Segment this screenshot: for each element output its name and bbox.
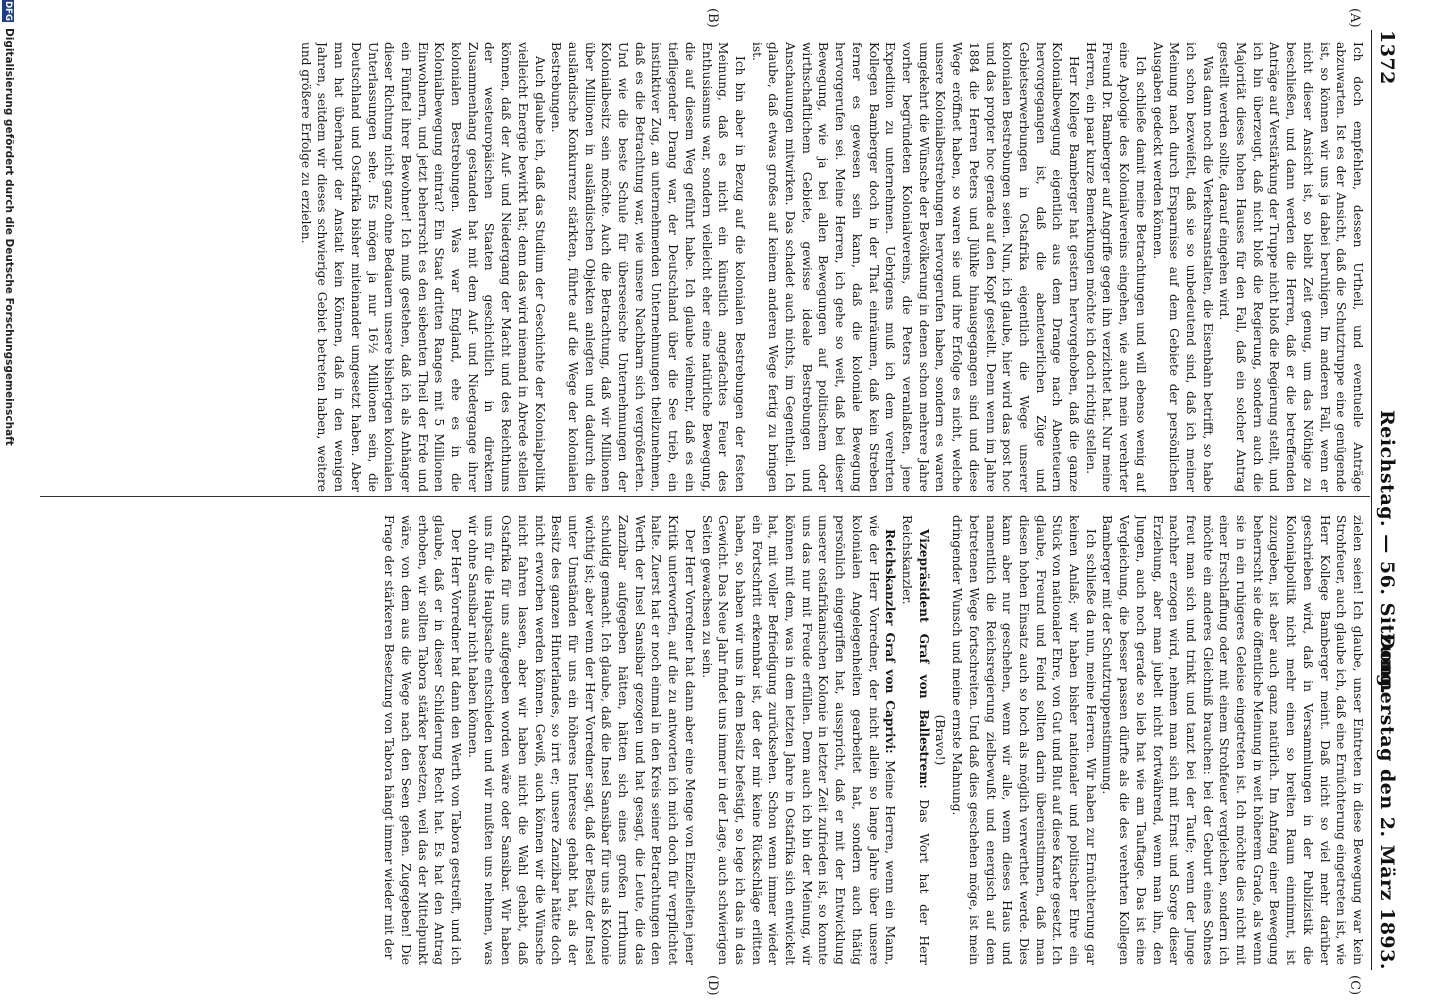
right-text-column xyxy=(46,515,1366,965)
paragraph: Was dann noch die Verkehrsanstalten, die Eisenbahn betrifft, so habe ich schon bezweifelt, daß sie so unbedeutend sind, daß ich meiner Meinung nach durch Ersparnisse auf dem Gebiete der persönlichen Ausgaben gedeckt werden können. xyxy=(1150,42,1215,492)
left-text-column xyxy=(46,42,1366,492)
dfg-logo: DFG xyxy=(3,1,13,21)
applause-note: (Bravo!) xyxy=(933,714,948,766)
paragraph: Herr Kollege Bamberger hat gestern hervorgehoben, daß die ganze Kolonialbewegung eigentlich aus dem Drange nach Abenteuern hervorgegangen ist, daß die abenteuerlichen Züge und Gebietserwerbungen in Ostafrika eigentlich die Wege unserer kolonialen Bestrebungen seien. Nun, ich glaube, hier wird das post hoc und das propter hoc gerade auf den Kopf gestellt. Denn wenn im Jahre 1884 die Herren Peters und Jühlke hinausgegangen sind und diese Wege eröffnet haben, so waren sie und ihre Erfolge es nicht, welche unsere Kolonialbestrebungen hervorgerufen haben, sondern es waren umgekehrt die Wünsche der Bevölkerung in denen schon mehrere Jahre vorher begründeten Kolonialvereins, die Peters veranlaßten, jene Expedition zu unternehmen. Uebrigens muß ich dem verehrten Kollegen Bamberger doch in der That einräumen, daß kein Streben ferner es gewesen sein kann, daß die koloniale Bewegung hervorgerufen sei. Meine Herren, ich gehe so weit, daß bei dieser Bewegung, wie ja bei allen Bewegungen auf politischem oder wirthschaftlichem Gebiete, gewisse ideale Bestrebungen und Anschauungen mitwirken. Das schadet auch nichts, im Gegentheil. Ich glaube, daß etwas großes auf keinem anderen Wege fertig zu bringen ist. xyxy=(749,42,1082,492)
speaker-name: Reichskanzler Graf von Caprivi: xyxy=(883,529,898,754)
speech-paragraph xyxy=(698,515,898,965)
paragraph: Ich schließe damit meine Betrachtungen und will ebenso wenig auf eine Apologie des Kolonialvereins eingehen, wie auch mein verehrter Freund Dr. Bamberger auf Angriffe gegen ihn verzichtet hat. Nur meine Herren, ein paar kurze Bemerkungen möchte ich doch richtig stellen. xyxy=(1083,42,1148,492)
header-rule xyxy=(1371,30,1372,970)
footer-text: Digitalisierung gefördert durch die Deutsche Forschungsgemeinschaft xyxy=(3,28,15,446)
digitization-footer xyxy=(0,0,15,1000)
margin-marker-d: (D) xyxy=(705,975,720,996)
speech-paragraph xyxy=(898,515,931,965)
margin-marker-a: (A) xyxy=(1347,8,1362,28)
paragraph: Der Herr Vorredner hat dann den Werth von Tabora gestreift, und ich glaube, daß er in dieser Schilderung Recht hat. Es hat den Antrag erhoben, wir sollten Tabora stärker besetzen, weil das der Mittelpunkt wäre, von dem aus die Wege nach den Seen gehen. Zugegeben! Die Frage der stärkeren Besetzung von Tabora hängt immer wieder mit der xyxy=(382,515,464,965)
speech-text: Das Wort hat der Herr Reichskanzler. xyxy=(900,515,931,965)
paragraph: Ich doch empfehlen, dessen Urtheil, und eventuelle Anträge abzuwarten. Ist es der Ansicht, daß die Schutztruppe eine genügende ist, so können wir uns ja dabei beruhigen. Im anderen Fall, wenn er nicht dieser Ansicht ist, so bleibt Zeit genug, um das Nöthige zu beschließen, und dann werden die Herren, daß er die betreffenden Anträge auf Verstärkung der Truppe nicht bloß die Regierung stellt, und ich bin überzeugt, daß nicht bloß die Regierung, sondern auch die Majorität dieses hohen Hauses für den Fall, daß ein solcher Antrag gestellt werden sollte, darauf eingehen wird. xyxy=(1217,42,1365,492)
paragraph: Der Herr Vorredner hat dann aber eine Menge von Einzelheiten jener Kritik unterworfen, auf die zu antworten ich mich doch für verpflichtet halte. Zuerst hat er noch einmal in den Kreis seiner Betrachtungen den Werth der Insel Sansibar gezogen und hat gesagt, die Leute, die das Zanzibar aufgegeben hätten, hätten sich eines großen Irrthums schuldig gemacht. Ich glaube, daß die Insel Sansibar für uns als Kolonie wichtig ist; aber wenn der Herr Vorredner sagt, daß der Besitz der Insel unter Umständen für uns ein höheres Interesse gehabt hat, als der Besitz des ganzen Hinterlandes, so irrt er; unsere Zanzibar hätte doch nicht erworben werden können. Gewiß, auch können wir die Wünsche nicht fahren lassen, aber wir haben nicht die Wahl gehabt, daß Ostafrika für uns aufgegeben worden wäre oder Sansibar. Wir haben uns für die Hauptsache entschieden und wir mußten uns nehmen, was wir ohne Sansibar nicht haben können. xyxy=(465,515,697,965)
paragraph: Ich bin aber in Bezug auf die kolonialen Bestrebungen der festen Meinung, daß es nicht ein künstlich angefachtes Feuer des Enthusiasmus war, sondern vielleicht eher eine natürliche Bewegung, die auf diesem Weg geführt habe. Ich glaube vielmehr, daß es ein tiefliegender Drang war, der Deutschland über die See trieb, ein instinktiver Zug, an unternehmenden Unternehmungen theilzunehmen, daß es die Betrachtung war, wie unsere Nachbarn sich vergrößerten. Und wie die beste Schule für überseeische Unternehmungen der Kolonialbesitz sein möchte. Auch die Betrachtung, daß wir Millionen über Millionen in ausländischen Objekten anlegten und dadurch die ausländische Konkurrenz stärkten, führte auf die Wege der kolonialen Bestrebungen. xyxy=(549,42,747,492)
paragraph: Auch glaube ich, daß das Studium der Geschichte der Kolonialpolitik vielleicht Energie bewirkt hat; denn das wird niemand in Abrede stellen können, daß der Auf- und Niedergang der Macht und des Reichthums der westeuropäischen Staaten geschichtlich in direktem Zusammenhang gestanden hat mit dem Auf- und Niedergange ihrer kolonialen Bestrebungen. Was war England, ehe es in die Kolonialbewegung eintrat? Ein Staat dritten Ranges mit 5 Millionen Einwohnern, und jetzt beherrscht es den siebenten Theil der Erde und ein Fünftel ihrer Bewohner! Ich muß gestehen, daß ich als Anhänger dieser Richtung nicht ganz ohne Bedauern unsere bisherigen kolonialen Unterlassungen sehe. Es mögen ja nur 16½ Millionen sein, die Deutschland und Ostafrika bisher miteinander umgesetzt haben. Aber man hat überhaupt der Anstalt kein Können, daß in den wenigen Jahren, seitdem wir dieses schwierige Gebiet betreten haben, weitere und größere Erfolge zu erzielen. xyxy=(298,42,547,492)
chamber-title: Reichstag. — 56. Sitzung. xyxy=(1376,410,1398,695)
page-header xyxy=(1370,30,1400,970)
margin-marker-b: (B) xyxy=(705,8,720,28)
column-divider xyxy=(40,496,1370,497)
session-date: Donnerstag den 2. März 1893. xyxy=(1376,632,1398,970)
page-number: 1372 xyxy=(1376,30,1398,85)
paragraph: Ich schließe da nun, meine Herren. Wir haben zur Ernüchterung gar keinen Anlaß; wir haben bisher nationaler und politischer Ehre ein Stück von nationaler Ehre, von Gut und Blut auf diese Karte gesetzt. Ich glaube, Freund und Feind sollten darin übereinstimmen, daß man diesen hohen Einsatz auch so hoch als möglich verwerthet werde. Dies kann aber nur geschehen, wenn wir alle, wenn dieses Haus und namentlich die Reichsregierung zielbewußt und energisch auf dem betretenen Wege fortschreiten. Und daß dies geschehen möge, ist mein dringender Wunsch und meine ernste Mahnung. xyxy=(950,515,1098,965)
margin-marker-c: (C) xyxy=(1347,975,1362,996)
speaker-name: Vizepräsident Graf von Ballestrem: xyxy=(916,529,931,789)
paragraph: zielen seien! Ich glaube, unser Eintreten in diese Bewegung war kein Strohfeuer, auch glaube ich, daß eine Ernüchterung eingetreten ist, wie Herr Kollege Bamberger meint. Daß nicht so viel mehr darüber geschrieben wird, daß in Versammlungen in der Publizistik die Kolonialpolitik nicht mehr einen so breiten Raum einnimmt, ist zuzugeben, ist aber auch ganz natürlich. Im Anfang einer Bewegung beherrscht sie die öffentliche Meinung in weit höherem Grade, als wenn sie in ein ruhigeres Geleise eingetreten ist. Ich möchte dies nicht mit einer Erschlaffung oder mit einem Strohfeuer vergleichen, sondern ich möchte ein anderes Gleichniß brauchen: bei der Geburt eines Sohnes freut man sich und trinkt und tanzt bei der Taufe; wenn der Junge nachher erzogen wird, nehmen man sich mit Ernst und Sorge dieser Erziehung, aber man jubelt nicht fortwährend, wenn man ihn, den Jungen, auch noch gerade so lieb hat wie am Tauftage. Das ist eine Vergleichung, die besser passen dürfte als die des verehrten Kollegen Bamberger mit der Schutztruppenstimmung. xyxy=(1100,515,1365,965)
speech-text: Meine Herren, wenn ein Mann, wie der Herr Vorredner, der nicht allein so lange Jahre über unsere kolonialen Angelegenheiten gearbeitet hat, sondern auch thätig persönlich eingegriffen hat, ausspricht, daß er mit der Entwicklung unserer ostafrikanischen Kolonie in letzter Zeit zufrieden ist, so konnte uns das nur mit Freude erfüllen. Denn auch ich bin der Meinung, wir können mit dem, was in dem letzten Jahre in Ostafrika sich entwickelt hat, mit voller Befriedigung zurücksehen. Schon wenn immer wieder ein Fortschritt erkennbar ist, der der mir keine Rückschläge erlitten haben, so haben wir uns in dem Besitz befestigt, so lege ich das in das Gewicht. Das Neue Jahr findet uns immer in der Lage, auch schwierigen Seiten gewachsen zu sein. xyxy=(699,515,898,965)
